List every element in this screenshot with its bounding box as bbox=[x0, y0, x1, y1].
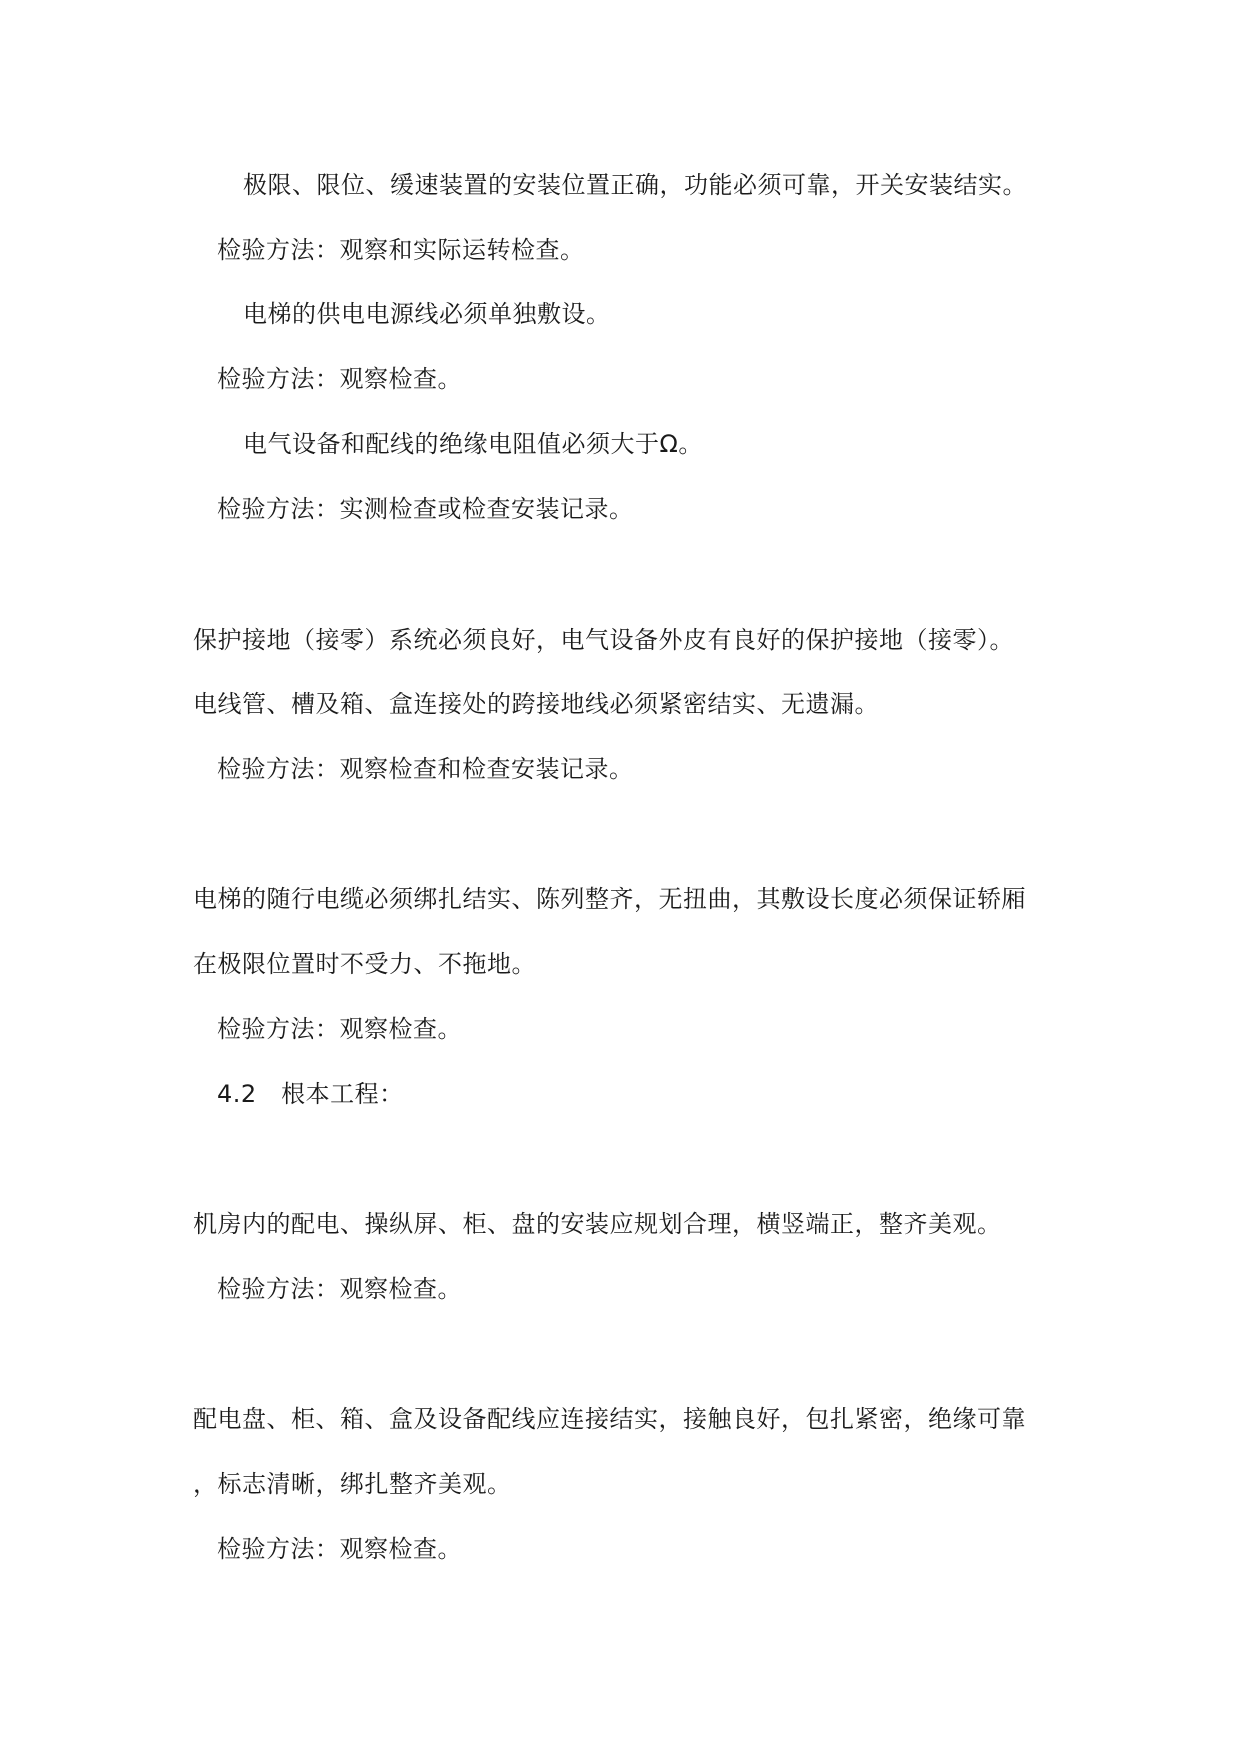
paragraph-grounding-cont: 电线管、槽及箱、盒连接处的跨接地线必须紧密结实、无遗漏。 bbox=[193, 690, 879, 718]
section-heading: 4.2 根本工程： bbox=[217, 1080, 404, 1108]
paragraph-grounding: 保护接地（接零）系统必须良好，电气设备外皮有良好的保护接地（接零）。 bbox=[193, 626, 1014, 654]
paragraph-machine-room: 机房内的配电、操纵屏、柜、盘的安装应规划合理，横竖端正，整齐美观。 bbox=[193, 1210, 1002, 1238]
paragraph-power-supply: 电梯的供电电源线必须单独敷设。 bbox=[243, 300, 611, 328]
inspection-method: 检验方法：观察和实际运转检查。 bbox=[217, 236, 585, 264]
paragraph-insulation: 电气设备和配线的绝缘电阻值必须大于Ω。 bbox=[243, 430, 703, 458]
paragraph-travel-cable-cont: 在极限位置时不受力、不拖地。 bbox=[193, 950, 536, 978]
inspection-method: 检验方法：观察检查。 bbox=[217, 1275, 462, 1303]
inspection-method: 检验方法：观察检查。 bbox=[217, 365, 462, 393]
inspection-method: 检验方法：观察检查。 bbox=[217, 1535, 462, 1563]
paragraph-wiring: 配电盘、柜、箱、盒及设备配线应连接结实，接触良好，包扎紧密，绝缘可靠 bbox=[193, 1405, 1026, 1433]
paragraph-travel-cable: 电梯的随行电缆必须绑扎结实、陈列整齐，无扭曲，其敷设长度必须保证轿厢 bbox=[193, 885, 1026, 913]
paragraph-wiring-cont: ，标志清晰，绑扎整齐美观。 bbox=[193, 1470, 512, 1498]
inspection-method: 检验方法：观察检查和检查安装记录。 bbox=[217, 755, 634, 783]
inspection-method: 检验方法：实测检查或检查安装记录。 bbox=[217, 495, 634, 523]
inspection-method: 检验方法：观察检查。 bbox=[217, 1015, 462, 1043]
paragraph-limit-devices: 极限、限位、缓速装置的安装位置正确，功能必须可靠，开关安装结实。 bbox=[243, 171, 1027, 199]
